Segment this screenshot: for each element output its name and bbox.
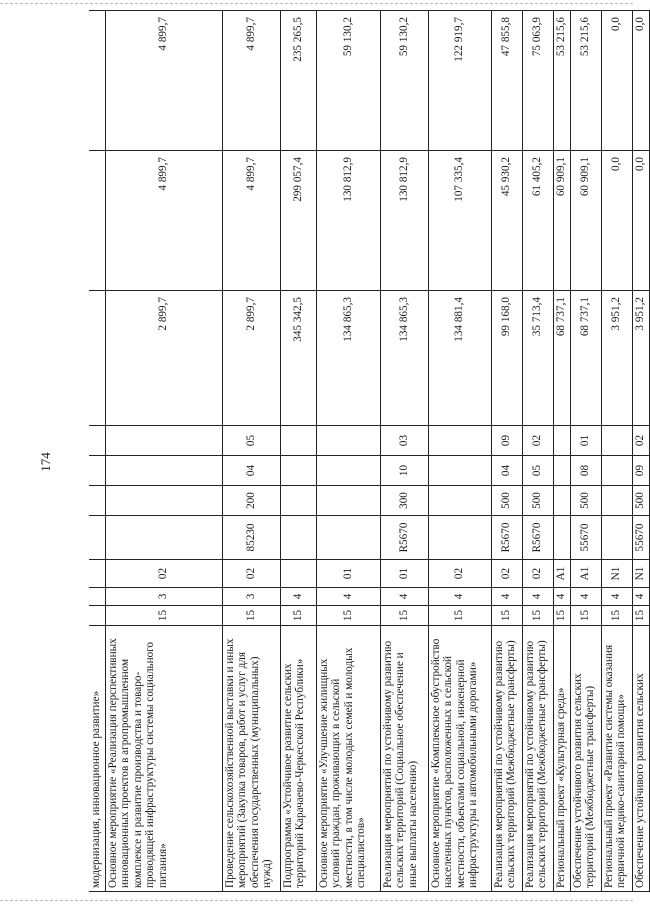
table-row — [428, 11, 491, 892]
cell-code: 500 — [522, 486, 553, 516]
table-row — [89, 11, 105, 892]
cell-code: 02 — [522, 426, 553, 456]
cell-code — [553, 516, 570, 560]
cell-value: 45 930,2 — [491, 151, 522, 291]
cell-code: 15 — [280, 606, 316, 626]
cell-code: 10 — [380, 456, 428, 486]
cell-value: 2 899,7 — [105, 291, 222, 426]
cell-code: 55670 — [570, 516, 601, 560]
cell-code — [601, 516, 632, 560]
cell-code — [316, 516, 380, 560]
cell-code: 09 — [491, 426, 522, 456]
cell-code: 15 — [553, 606, 570, 626]
cell-code: A1 — [570, 560, 601, 588]
table-row — [491, 11, 522, 892]
cell-value: 75 063,9 — [522, 11, 553, 151]
cell-name: Основное мероприятие «Реализация перспективных инновационных проектов в агропромышленном комплексе и развитие производства и товаро-проводящей инфраструктуры системы социального питания» — [105, 626, 222, 892]
cell-code: 02 — [222, 560, 280, 588]
cell-value: 3 951,2 — [601, 291, 632, 426]
cell-code: 01 — [316, 560, 380, 588]
cell-value: 61 405,2 — [522, 151, 553, 291]
cell-value: 68 737,1 — [553, 291, 570, 426]
table-row — [570, 11, 601, 892]
cell-value: 47 855,8 — [491, 11, 522, 151]
cell-value: 59 130,2 — [380, 11, 428, 151]
cell-code: 4 — [522, 588, 553, 606]
cell-value: 134 865,3 — [316, 291, 380, 426]
cell-value: 0,0 — [601, 11, 632, 151]
cell-code: 04 — [491, 456, 522, 486]
cell-code: 02 — [632, 426, 649, 456]
cell-value: 122 919,7 — [428, 11, 491, 151]
cell-code — [105, 426, 222, 456]
cell-code: 15 — [428, 606, 491, 626]
cell-code: 05 — [522, 456, 553, 486]
cell-code: 02 — [491, 560, 522, 588]
cell-code: 05 — [222, 426, 280, 456]
cell-value: 60 909,1 — [553, 151, 570, 291]
cell-code: R5670 — [522, 516, 553, 560]
cell-value: 134 865,3 — [380, 291, 428, 426]
cell-code: 4 — [316, 588, 380, 606]
cell-code: 15 — [570, 606, 601, 626]
cell-code — [105, 516, 222, 560]
cell-code — [428, 486, 491, 516]
cell-code — [316, 426, 380, 456]
cell-code: R5670 — [380, 516, 428, 560]
table-row — [632, 11, 649, 892]
cell-name: Реализация мероприятий по устойчивому развитию сельских территорий (Межбюджетные трансферты) — [522, 626, 553, 892]
cell-value: 3 951,2 — [632, 291, 649, 426]
table-row — [601, 11, 632, 892]
cell-code — [601, 426, 632, 456]
cell-code: 300 — [380, 486, 428, 516]
cell-code — [280, 516, 316, 560]
cell-value: 53 215,6 — [570, 11, 601, 151]
cell-code: 4 — [632, 588, 649, 606]
cell-code — [553, 456, 570, 486]
cell-code — [428, 426, 491, 456]
cell-code: 02 — [105, 560, 222, 588]
cell-code: 4 — [601, 588, 632, 606]
cell-code: 3 — [105, 588, 222, 606]
cell-code: 01 — [570, 426, 601, 456]
cell-value: 99 168,0 — [491, 291, 522, 426]
cell-name: Подпрограмма «Устойчивое развитие сельских территорий Карачаево-Черкесской Республики» — [280, 626, 316, 892]
cell-code: 500 — [632, 486, 649, 516]
cell-value: 4 899,7 — [105, 11, 222, 151]
cell-name: Обеспечение устойчивого развития сельских территорий (Межбюджетные трансферты) — [570, 626, 601, 892]
cell-code: 4 — [570, 588, 601, 606]
cell-code: R5670 — [491, 516, 522, 560]
cell-code: A1 — [553, 560, 570, 588]
cell-code: N1 — [601, 560, 632, 588]
cell-code — [316, 456, 380, 486]
cell-code: 4 — [491, 588, 522, 606]
cell-code — [601, 486, 632, 516]
cell-code: 02 — [428, 560, 491, 588]
cell-value: 130 812,9 — [380, 151, 428, 291]
cell-name: Реализация мероприятий по устойчивому развитию сельских территорий (Межбюджетные трансферты) — [491, 626, 522, 892]
cell-code — [280, 456, 316, 486]
cell-name: Проведение сельскохозяйственной выставки и иных мероприятий (Закупка товаров, работ и услуг для обеспечения государственных (муниципальных) нужд) — [222, 626, 280, 892]
cell-code — [316, 486, 380, 516]
cell-name: модернизация, инновационное развитие» — [89, 626, 105, 892]
page-number: 174 — [37, 452, 53, 472]
cell-code: 4 — [428, 588, 491, 606]
cell-value: 4 899,7 — [222, 151, 280, 291]
table-row — [553, 11, 570, 892]
cell-code: 4 — [280, 588, 316, 606]
cell-code: 15 — [632, 606, 649, 626]
cell-code — [428, 516, 491, 560]
cell-value: 299 057,4 — [280, 151, 316, 291]
cell-name: Региональный проект «Развитие системы оказания первичной медико-санитарной помощи» — [601, 626, 632, 892]
cell-code — [553, 486, 570, 516]
cell-value: 4 899,7 — [105, 151, 222, 291]
cell-value: 68 737,1 — [570, 291, 601, 426]
cell-code — [428, 456, 491, 486]
cell-value: 130 812,9 — [316, 151, 380, 291]
budget-table — [89, 10, 650, 892]
cell-code: 3 — [222, 588, 280, 606]
cell-code — [105, 456, 222, 486]
cell-code: 15 — [601, 606, 632, 626]
cell-code — [280, 560, 316, 588]
cell-name: Реализация мероприятий по устойчивому развитию сельских территорий (Социальное обеспечение и иные выплаты населению) — [380, 626, 428, 892]
cell-value: 0,0 — [632, 151, 649, 291]
cell-value: 35 713,4 — [522, 291, 553, 426]
cell-value: 59 130,2 — [316, 11, 380, 151]
cell-code: 15 — [222, 606, 280, 626]
cell-value: 2 899,7 — [222, 291, 280, 426]
cell-code: 85230 — [222, 516, 280, 560]
table-row — [222, 11, 280, 892]
cell-code: 15 — [522, 606, 553, 626]
cell-code — [553, 426, 570, 456]
cell-code: 4 — [380, 588, 428, 606]
cell-code: 15 — [491, 606, 522, 626]
cell-value: 0,0 — [601, 151, 632, 291]
cell-code: 02 — [522, 560, 553, 588]
cell-code — [280, 426, 316, 456]
cell-code: 500 — [570, 486, 601, 516]
cell-value: 134 881,4 — [428, 291, 491, 426]
cell-code: 15 — [316, 606, 380, 626]
cell-code: 15 — [105, 606, 222, 626]
cell-code — [280, 486, 316, 516]
cell-value: 4 899,7 — [222, 11, 280, 151]
cell-value: 53 215,6 — [553, 11, 570, 151]
cell-code: N1 — [632, 560, 649, 588]
table-row — [380, 11, 428, 892]
cell-code: 03 — [380, 426, 428, 456]
cell-code: 01 — [380, 560, 428, 588]
cell-value: 345 342,5 — [280, 291, 316, 426]
table-row — [522, 11, 553, 892]
cell-code: 09 — [632, 456, 649, 486]
cell-code: 08 — [570, 456, 601, 486]
cell-name: Обеспечение устойчивого развития сельских — [632, 626, 649, 892]
table-row — [316, 11, 380, 892]
cell-code: 500 — [491, 486, 522, 516]
cell-code — [105, 486, 222, 516]
table-row — [280, 11, 316, 892]
table-row — [105, 11, 222, 892]
cell-name: Основное мероприятие «Комплексное обустройство населенных пунктов, расположенных в сельской местности, объектами социальной, инженерной инфраструктуры и автомобильными дорогами» — [428, 626, 491, 892]
cell-code: 04 — [222, 456, 280, 486]
cell-name: Основное мероприятие «Улучшение жилищных условий граждан, проживающих в сельской местности, в том числе молодых семей и молодых специалистов» — [316, 626, 380, 892]
cell-code: 55670 — [632, 516, 649, 560]
cell-value: 0,0 — [632, 11, 649, 151]
cell-value: 60 909,1 — [570, 151, 601, 291]
cell-value: 235 265,5 — [280, 11, 316, 151]
cell-code: 15 — [380, 606, 428, 626]
cell-value: 107 335,4 — [428, 151, 491, 291]
cell-code — [601, 456, 632, 486]
cell-code: 200 — [222, 486, 280, 516]
cell-code: 4 — [553, 588, 570, 606]
cell-name: Региональный проект «Культурная среда» — [553, 626, 570, 892]
